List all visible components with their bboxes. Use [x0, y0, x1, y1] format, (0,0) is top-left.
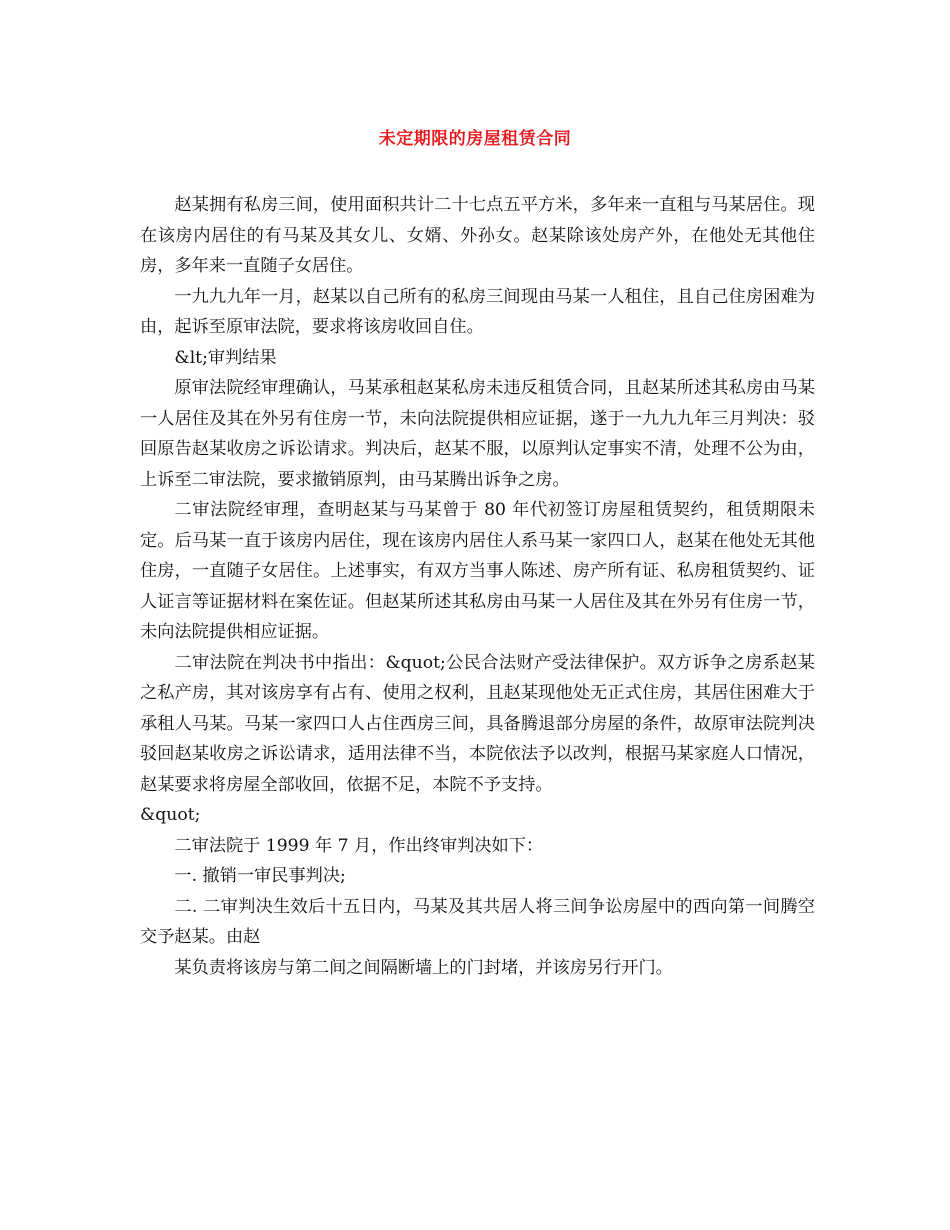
judgment-item-1: 一. 撤销一审民事判决;	[174, 866, 346, 886]
paragraph-3: 原审法院经审理确认，马某承租赵某私房未违反租赁合同，且赵某所述其私房由马某一人居住及其在外另有住房一节，未向法院提供相应证据，遂于一九九九年三月判决：驳回原告赵某收房之诉讼请求。判决后，赵某不服，以原判认定事实不清，处理不公为由，上诉至二审法院，要求撤销原判，由马某腾出诉争之房。	[140, 378, 815, 490]
paragraph-5: 二审法院在判决书中指出：&quot;公民合法财产受法律保护。双方诉争之房系赵某之私产房，其对该房享有占有、使用之权利，且赵某现他处无正式住房，其居住困难大于承租人马某。马某一家四口人占住西房三间，具备腾退部分房屋的条件，故原审法院判决驳回赵某收房之诉讼请求，适用法律不当，本院依法予以改判，根据马某家庭人口情况，赵某要求将房屋全部收回，依据不足，本院不予支持。	[140, 652, 815, 795]
section-heading-judgment: &lt;审判结果	[174, 347, 277, 368]
judgment-item-2: 二. 二审判决生效后十五日内，马某及其共居人将三间争讼房屋中的西向第一间腾空交予赵某。由赵	[140, 896, 815, 947]
paragraph-2: 一九九九年一月，赵某以自己所有的私房三间现由马某一人租住，且自己住房困难为由，起诉至原审法院，要求将该房收回自住。	[140, 286, 815, 337]
paragraph-quote-end: &quot;	[140, 805, 201, 825]
paragraph-7: 某负责将该房与第二间之间隔断墙上的门封堵，并该房另行开门。	[174, 957, 673, 978]
document-title: 未定期限的房屋租赁合同	[378, 129, 572, 149]
document-body	[140, 190, 815, 983]
paragraph-6: 二审法院于 1999 年 7 月，作出终审判决如下：	[174, 835, 544, 856]
paragraph-1: 赵某拥有私房三间，使用面积共计二十七点五平方米，多年来一直租与马某居住。现在该房内居住的有马某及其女儿、女婿、外孙女。赵某除该处房产外，在他处无其他住房，多年来一直随子女居住。	[140, 195, 815, 276]
paragraph-4: 二审法院经审理，查明赵某与马某曾于 80 年代初签订房屋租赁契约，租赁期限未定。后马某一直于该房内居住，现在该房内居住人系马某一家四口人，赵某在他处无其他住房，一直随子女居住。上述事实，有双方当事人陈述、房产所有证、私房租赁契约、证人证言等证据材料在案佐证。但赵某所述其私房由马某一人居住及其在外另有住房一节，未向法院提供相应证据。	[140, 500, 815, 642]
